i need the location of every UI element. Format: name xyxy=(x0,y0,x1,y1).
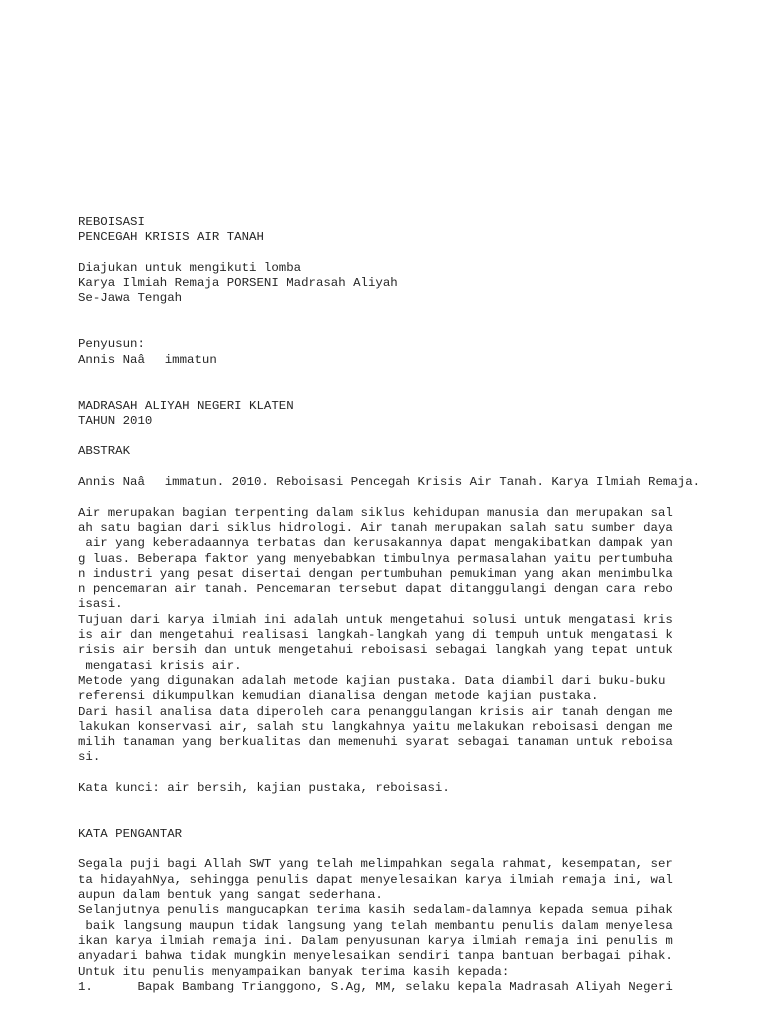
abstract-line: Air merupakan bagian terpenting dalam siklus kehidupan manusia dan merupakan sal xyxy=(78,505,673,520)
institution-line-2: TAHUN 2010 xyxy=(78,413,153,428)
abstract-line: risis air bersih dan untuk mengetahui reboisasi sebagai langkah yang tepat untuk xyxy=(78,643,673,658)
preface-line: 1. Bapak Bambang Trianggono, S.Ag, MM, selaku kepala Madrasah Aliyah Negeri xyxy=(78,979,673,994)
abstract-line: mengatasi krisis air. xyxy=(78,658,242,673)
abstract-line: lakukan konservasi air, salah stu langkahnya yaitu melakukan reboisasi dengan me xyxy=(78,719,673,734)
abstract-citation: Annis Naâimmatun. 2010. Reboisasi Pencegah Krisis Air Tanah. Karya Ilmiah Remaja. xyxy=(78,475,701,490)
abstract-line: Tujuan dari karya ilmiah ini adalah untuk mengetahui solusi untuk mengatasi kris xyxy=(78,612,673,627)
preface-heading: KATA PENGANTAR xyxy=(78,826,183,841)
preface-line: Selanjutnya penulis mangucapkan terima kasih sedalam-dalamnya kepada semua pihak xyxy=(78,903,673,918)
abstract-line: g luas. Beberapa faktor yang menyebabkan timbulnya permasalahan yaitu pertumbuha xyxy=(78,551,673,566)
abstract-line: si. xyxy=(78,750,101,765)
abstract-line: is air dan mengetahui realisasi langkah-langkah yang di tempuh untuk mengatasi k xyxy=(78,628,673,643)
preface-line: baik langsung maupun tidak langsung yang telah membantu penulis dalam menyelesa xyxy=(78,918,673,933)
abstract-keywords: Kata kunci: air bersih, kajian pustaka, reboisasi. xyxy=(78,780,450,795)
abstract-line: air yang keberadaannya terbatas dan kerusakannya dapat mengakibatkan dampak yan xyxy=(78,536,673,551)
submission-line-2: Karya Ilmiah Remaja PORSENI Madrasah Aliyah xyxy=(78,276,398,291)
abstract-line: Metode yang digunakan adalah metode kajian pustaka. Data diambil dari buku-buku xyxy=(78,673,666,688)
preface-line: anyadari bahwa tidak mungkin menyelesaikan sendiri tanpa bantuan berbagai pihak. xyxy=(78,949,673,964)
abstract-line: milih tanaman yang berkualitas dan memenuhi syarat sebagai tanaman untuk reboisa xyxy=(78,735,673,750)
abstract-line: n industri yang pesat disertai dengan pertumbuhan pemukiman yang akan menimbulka xyxy=(78,566,673,581)
institution-line-1: MADRASAH ALIYAH NEGERI KLATEN xyxy=(78,398,294,413)
preface-line: Untuk itu penulis menyampaikan banyak terima kasih kepada: xyxy=(78,964,510,979)
author-label: Penyusun: xyxy=(78,337,145,352)
submission-line-3: Se-Jawa Tengah xyxy=(78,291,183,306)
document-page xyxy=(78,215,758,995)
abstract-line: ah satu bagian dari siklus hidrologi. Air tanah merupakan salah satu sumber daya xyxy=(78,520,673,535)
preface-line: aupun dalam bentuk yang sangat sederhana. xyxy=(78,888,383,903)
preface-line: Segala puji bagi Allah SWT yang telah melimpahkan segala rahmat, kesempatan, ser xyxy=(78,857,673,872)
abstract-line: isasi. xyxy=(78,597,123,612)
abstract-line: n pencemaran air tanah. Pencemaran tersebut dapat ditanggulangi dengan cara rebo xyxy=(78,582,673,597)
title-line-2: PENCEGAH KRISIS AIR TANAH xyxy=(78,230,264,245)
preface-line: ta hidayahNya, sehingga penulis dapat menyelesaikan karya ilmiah remaja ini, wal xyxy=(78,872,673,887)
abstract-line: Dari hasil analisa data diperoleh cara penanggulangan krisis air tanah dengan me xyxy=(78,704,673,719)
abstract-line: referensi dikumpulkan kemudian dianalisa dengan metode kajian pustaka. xyxy=(78,689,599,704)
abstract-heading: ABSTRAK xyxy=(78,444,131,459)
preface-line: ikan karya ilmiah remaja ini. Dalam penyusunan karya ilmiah remaja ini penulis m xyxy=(78,933,673,948)
submission-line-1: Diajukan untuk mengikuti lomba xyxy=(78,260,302,275)
author-name: Annis Naâimmatun xyxy=(78,352,217,367)
title-line-1: REBOISASI xyxy=(78,215,145,229)
